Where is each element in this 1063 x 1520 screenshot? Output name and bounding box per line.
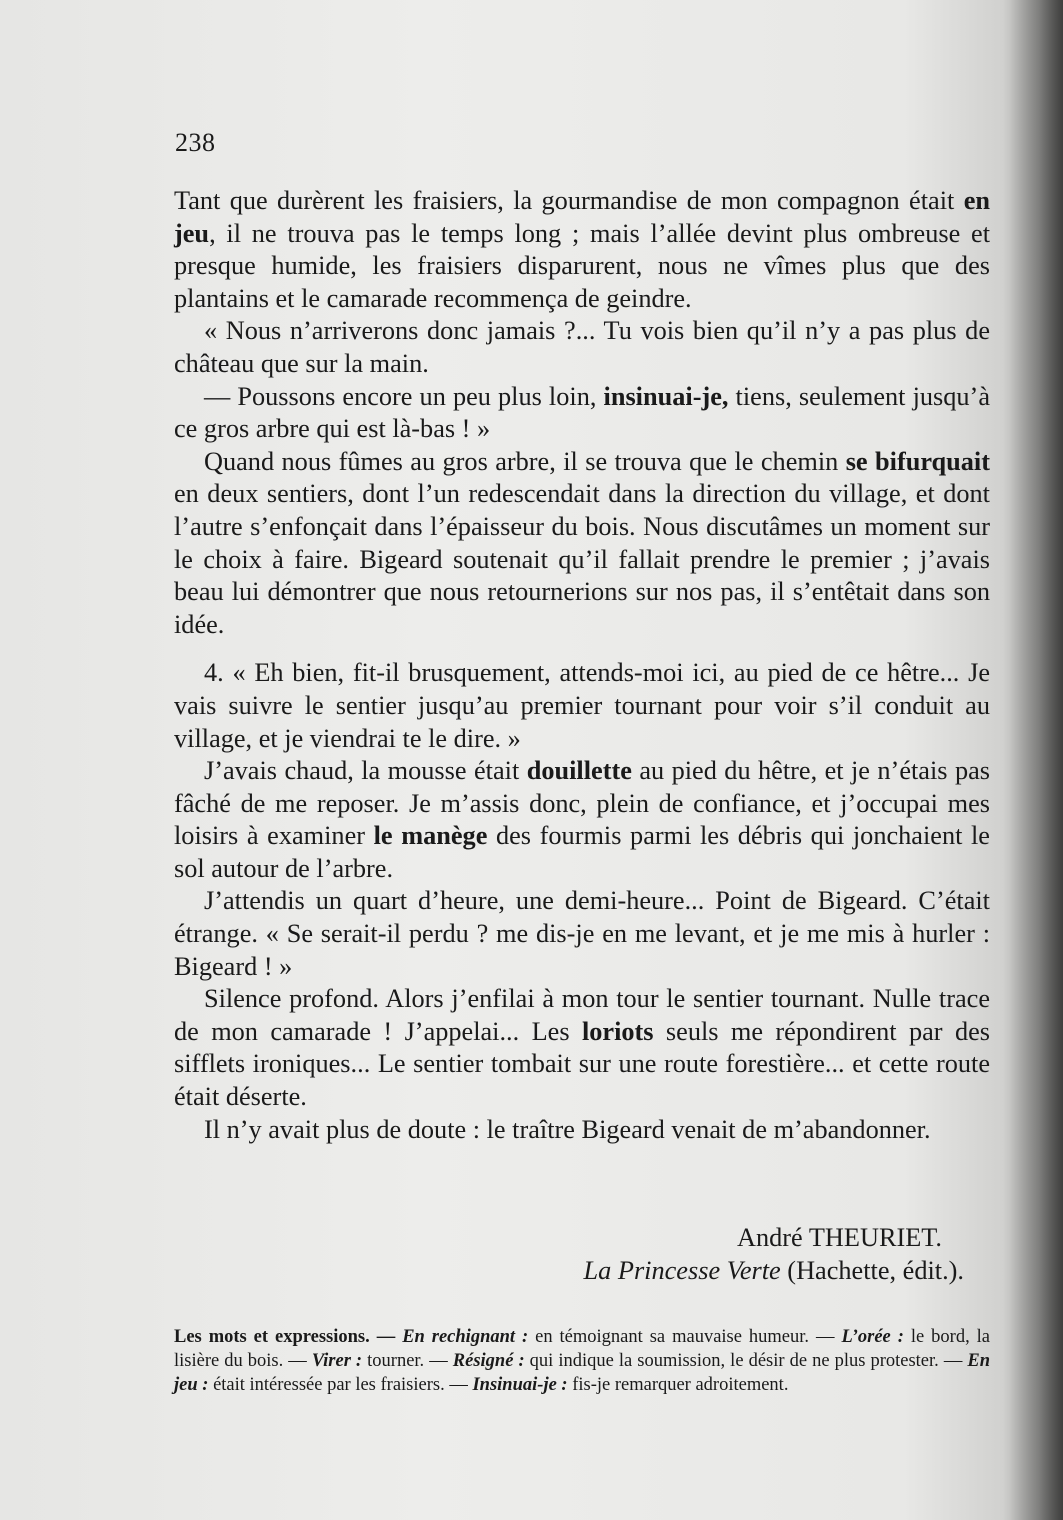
text-run: Silence profond. Alors j’enfilai à mon tour le sentier tournant. Nulle trace de mon camarade ! J’appelai... Les	[174, 984, 990, 1046]
spine-shadow	[1003, 0, 1063, 1520]
paragraph	[174, 381, 990, 446]
glossary-term: En rechignant :	[402, 1327, 529, 1347]
bold-term: en jeu	[174, 186, 990, 248]
glossary-definition: qui indique la soumission, le désir de ne plus protester. —	[524, 1351, 968, 1371]
glossary-term: L’orée :	[841, 1327, 904, 1347]
bold-term: se bifurquait	[845, 446, 990, 476]
bold-term: le manège	[373, 821, 488, 851]
page-number: 238	[175, 128, 216, 157]
author-signature: André THEURIET.	[737, 1223, 942, 1252]
bold-term: loriots	[581, 1016, 654, 1046]
glossary-heading: Les mots et expressions. —	[174, 1327, 396, 1347]
text-run: en deux sentiers, dont l’un redescendait dans la direction du village, et dont l’autre s’enfonçait dans l’épaisseur du bois. Nous discutâmes un moment sur le choix à faire. Bigeard soutenait qu’il fallait prendre le premier ; j’avais beau lui démontrer que nous retournerions sur nos pas, il s’entêtait dans son idée.	[174, 479, 990, 639]
text-run: seuls me répondirent par des sifflets ironiques... Le sentier tombait sur une route forestière... et cette route était déserte.	[174, 1016, 991, 1112]
paragraph	[174, 1114, 990, 1147]
bold-term: insinuai-je,	[603, 381, 729, 411]
source-publisher: (Hachette, édit.).	[780, 1256, 964, 1285]
glossary-definition: tourner. —	[362, 1351, 453, 1371]
glossary-term: Virer :	[311, 1351, 363, 1371]
glossary-definition: en témoignant sa mauvaise humeur. —	[528, 1327, 842, 1347]
paragraph	[174, 446, 990, 642]
glossary-definition: le bord, la lisière du bois. —	[174, 1327, 990, 1371]
text-run: au pied du hêtre, et je n’étais pas fâché de me reposer. Je m’assis donc, plein de confiance, et j’occupai mes loisirs à examiner	[174, 756, 990, 851]
text-run: , il ne trouva pas le temps long ; mais l’allée devint plus ombreuse et presque humide, les fraisiers disparurent, nous ne vîmes plus que des plantains et le camarade recommença de geindre.	[174, 218, 990, 313]
glossary-definition: fis-je remarquer adroitement.	[567, 1375, 789, 1395]
text-run: des fourmis parmi les débris qui jonchaient le sol autour de l’arbre.	[174, 821, 990, 883]
source-title: La Princesse Verte	[583, 1256, 781, 1285]
paragraph	[174, 185, 990, 315]
source-citation	[174, 1255, 964, 1288]
paragraph	[174, 315, 990, 380]
glossary	[174, 1325, 990, 1397]
text-run: Tant que durèrent les fraisiers, la gourmandise de mon compagnon était	[174, 186, 964, 215]
paragraph	[174, 755, 990, 885]
text-run: J’attendis un quart d’heure, une demi-heure... Point de Bigeard. C’était étrange. « Se serait-il perdu ? me dis-je en me levant, et je me mis à hurler : Bigeard ! »	[174, 886, 990, 981]
paragraph	[174, 983, 990, 1113]
paragraph	[174, 657, 990, 755]
text-run: Quand nous fûmes au gros arbre, il se trouva que le chemin	[204, 446, 846, 476]
text-run: — Poussons encore un peu plus loin,	[204, 381, 604, 411]
glossary-term: En jeu :	[174, 1351, 990, 1395]
glossary-term: Résigné :	[452, 1351, 525, 1371]
main-text	[174, 185, 990, 1146]
text-run: tiens, seulement jusqu’à ce gros arbre qui est là-bas ! »	[174, 381, 990, 444]
text-run: 4. « Eh bien, fit-il brusquement, attends-moi ici, au pied de ce hêtre... Je vais suivre le sentier jusqu’au premier tournant pour voir s’il conduit au village, et je viendrai te le dire. »	[174, 658, 990, 753]
paragraph	[174, 885, 990, 983]
text-run: Il n’y avait plus de doute : le traître Bigeard venait de m’abandonner.	[204, 1114, 931, 1144]
text-run: J’avais chaud, la mousse était	[204, 756, 527, 786]
glossary-term: Insinuai-je :	[472, 1375, 568, 1395]
bold-term: douillette	[526, 756, 632, 786]
glossary-definition: était intéressée par les fraisiers. —	[208, 1375, 473, 1395]
text-run: « Nous n’arriverons donc jamais ?... Tu vois bien qu’il n’y a pas plus de château que sur la main.	[174, 316, 990, 378]
